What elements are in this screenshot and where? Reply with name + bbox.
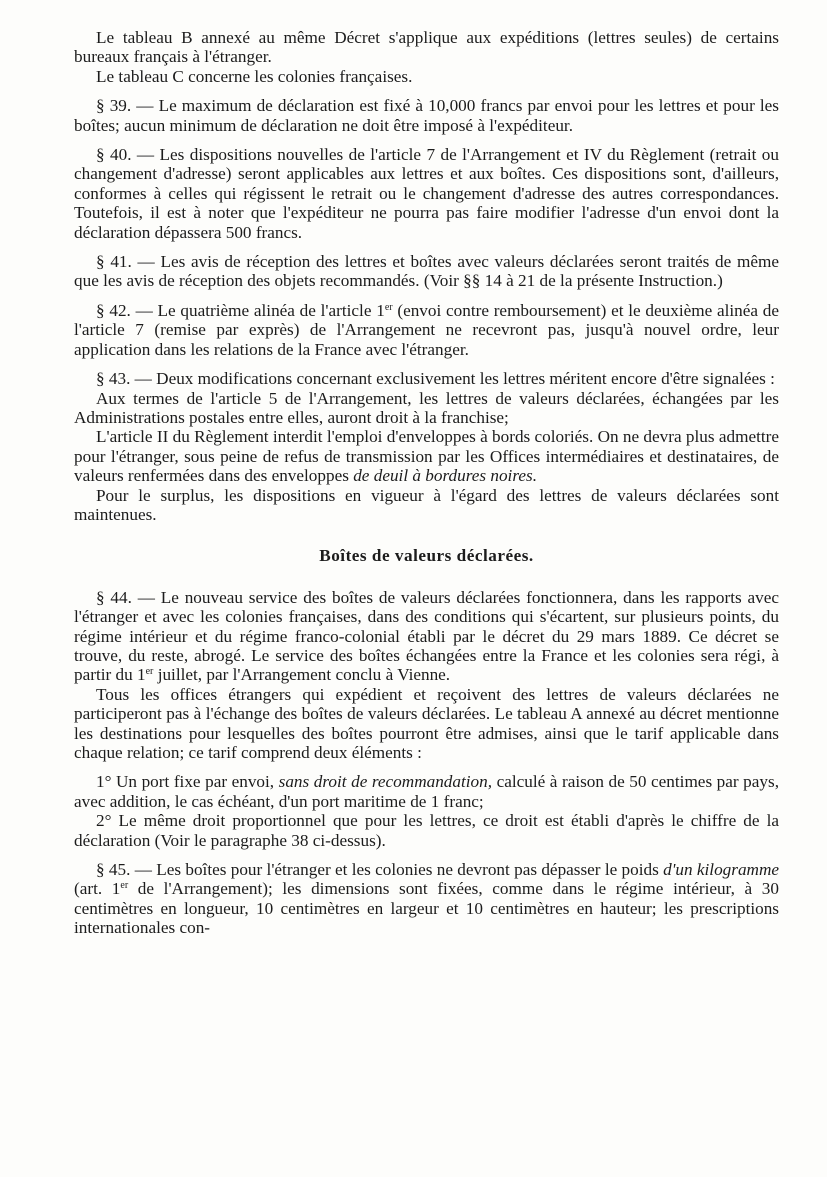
section-43-paragraph: § 43. — Deux modifications concernant exclusivement les lettres méritent encore d'être signalées :	[96, 369, 775, 389]
item-1-italic: sans droit de recommandation,	[278, 772, 493, 792]
section-40-paragraph: § 40. — Les dispositions nouvelles de l'article 7 de l'Arrangement et IV du Règlement (retrait ou changement d'adresse) seront applicables aux lettres et aux boîtes. Ces dispositions sont, d'ailleurs, conformes à celles qui régissent le retrait ou le changement d'adresse des autres correspondances. Toutefois, il est à noter que l'expéditeur ne pourra pas faire modifier l'adresse d'un envoi dont la déclaration dépassera 500 francs.	[74, 145, 779, 242]
intro-paragraph-1: Le tableau B annexé au même Décret s'applique aux expéditions (lettres seules) de certains bureaux français à l'étranger.	[74, 28, 779, 67]
section-42-superscript: er	[384, 301, 393, 313]
section-41-paragraph: § 41. — Les avis de réception des lettres et boîtes avec valeurs déclarées seront traités de même que les avis de réception des objets recommandés. (Voir §§ 14 à 21 de la présente Instruction.)	[74, 252, 779, 291]
section-43-text-a: L'article II du Règlement interdit l'emploi d'enveloppes à bords coloriés. On ne devra plus admettre pour l'étranger, sous peine de refus de transmission par les Offices intermédiaires et destinataires, de valeurs renfermées dans des enveloppes	[74, 427, 779, 486]
section-44-item-2: 2° Le même droit proportionnel que pour les lettres, ce droit est établi d'après le chiffre de la déclaration (Voir le paragraphe 38 ci-dessus).	[74, 811, 779, 850]
section-44-item-1	[74, 772, 779, 811]
section-44-superscript: er	[145, 666, 154, 678]
section-42-paragraph	[74, 301, 779, 359]
section-45-superscript: er	[120, 880, 129, 892]
section-39-paragraph: § 39. — Le maximum de déclaration est fixé à 10,000 francs par envoi pour les lettres et pour les boîtes; aucun minimum de déclaration ne doit être imposé à l'expéditeur.	[74, 96, 779, 135]
item-1-text-b: calculé à raison de 50 centimes par pays, avec addition, le cas échéant, d'un port maritime de 1 franc;	[74, 772, 779, 811]
section-45-italic: d'un kilogramme	[663, 860, 780, 880]
section-44-text-b: juillet, par l'Arrangement conclu à Vienne.	[153, 665, 451, 685]
section-45-text-a: § 45. — Les boîtes pour l'étranger et les colonies ne devront pas dépasser le poids	[96, 860, 664, 880]
section-42-text-a: § 42. — Le quatrième alinéa de l'article 1	[96, 300, 385, 320]
section-45-text-b: (art. 1	[74, 879, 121, 899]
section-43-paragraph-3	[74, 427, 779, 485]
item-1-text-a: 1° Un port fixe par envoi,	[96, 772, 279, 792]
section-45-paragraph	[74, 860, 779, 938]
section-44-paragraph	[74, 588, 779, 685]
section-44-text-a: § 44. — Le nouveau service des boîtes de valeurs déclarées fonctionnera, dans les rapports avec l'étranger et avec les colonies françaises, dans des conditions qui s'écartent, sur plusieurs points, du régime intérieur et du régime franco-colonial établi par le décret du 29 mars 1889. Ce décret se trouve, du reste, abrogé. Le service des boîtes échangées entre la France et les colonies sera régi, à partir du 1	[74, 587, 779, 685]
intro-paragraph-2: Le tableau C concerne les colonies françaises.	[96, 66, 413, 86]
section-44-paragraph-2: Tous les offices étrangers qui expédient et reçoivent des lettres de valeurs déclarées ne participeront pas à l'échange des boîtes de valeurs déclarées. Le tableau A annexé au décret mentionne les destinations pour lesquelles des boîtes pourront être admises, ainsi que le tarif applicable dans chaque relation; ce tarif comprend deux éléments :	[74, 684, 779, 762]
section-42-text-b: (envoi contre remboursement) et le deuxième alinéa de l'article 7 (remise par exprès) de l'Arrangement ne recevront pas, jusqu'à nouvel ordre, leur application dans les relations de la France avec l'étranger.	[74, 300, 779, 359]
section-heading: Boîtes de valeurs déclarées.	[319, 546, 534, 566]
section-43-italic: de deuil à bordures noires.	[353, 466, 537, 486]
section-43-paragraph-4: Pour le surplus, les dispositions en vigueur à l'égard des lettres de valeurs déclarées sont maintenues.	[74, 485, 779, 524]
section-43-paragraph-2: Aux termes de l'article 5 de l'Arrangement, les lettres de valeurs déclarées, échangées par les Administrations postales entre elles, auront droit à la franchise;	[74, 388, 779, 427]
section-45-text-c: de l'Arrangement); les dimensions sont fixées, comme dans le régime intérieur, à 30 centimètres en longueur, 10 centimètres en largeur et 10 centimètres en hauteur; les prescriptions internationales con-	[74, 879, 779, 938]
